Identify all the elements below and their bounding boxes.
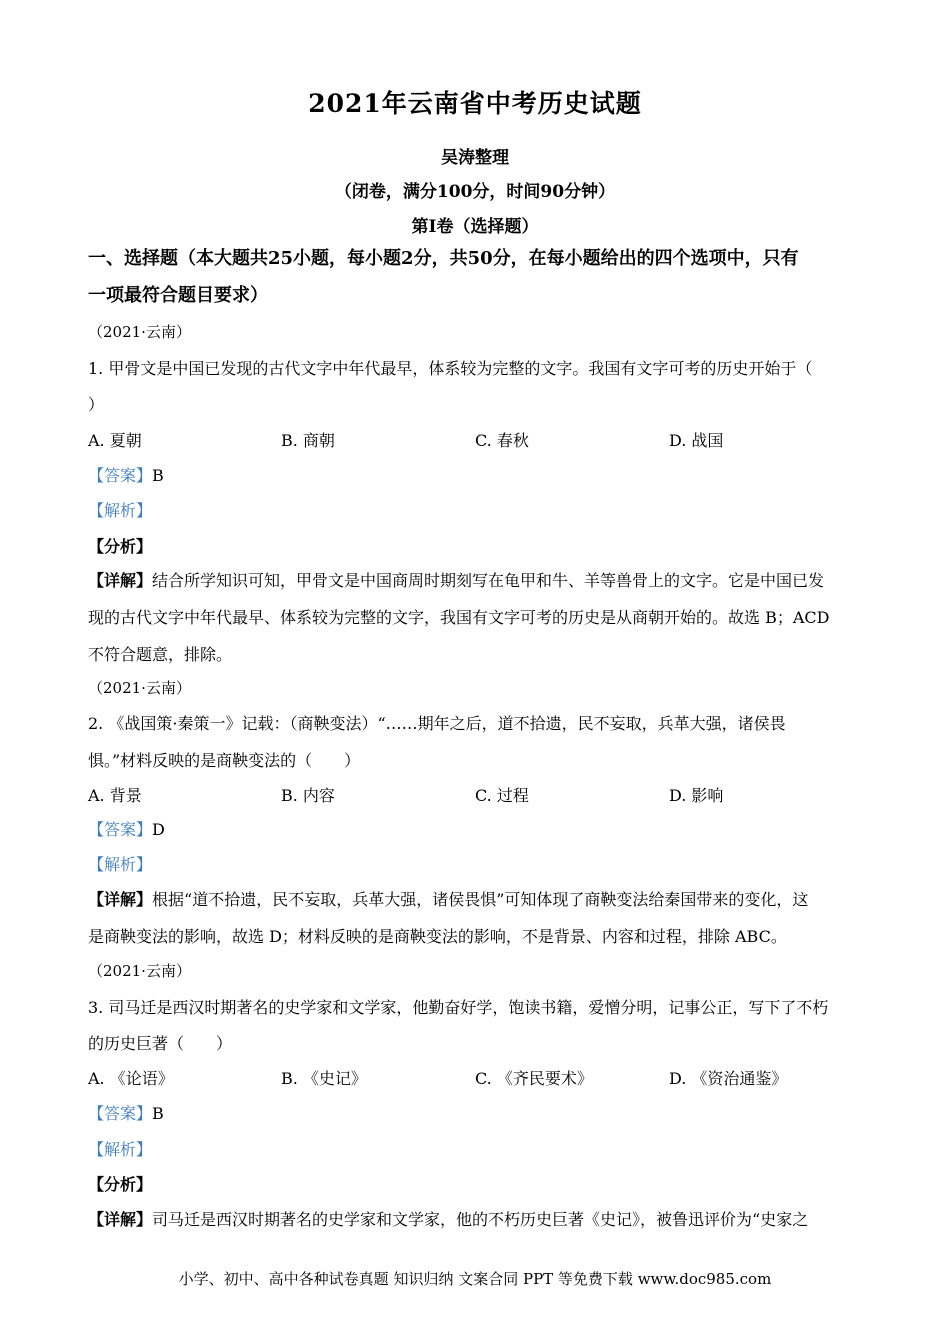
- q2-answer: [88, 817, 868, 840]
- q3-answer-value: B: [152, 1104, 164, 1123]
- q3-option-d: D. 《资治通鉴》: [669, 1069, 788, 1088]
- q1-answer: [88, 463, 868, 486]
- q3-stem-line1: 3. 司马迁是西汉时期著名的史学家和文学家，他勤奋好学，饱读书籍，爱憎分明，记事公正，写下了不朽: [88, 998, 829, 1017]
- answer-label: 【答案】: [88, 466, 153, 485]
- q2-detail-line1: [88, 887, 868, 910]
- footer-text: 小学、初中、高中各种试卷真题 知识归纳 文案合同 PPT 等免费下载 www.doc985.com: [178, 1270, 772, 1288]
- q1-detail-line3: 不符合题意，排除。: [88, 645, 233, 664]
- q3-detail-text1: 司马迁是西汉时期著名的史学家和文学家，他的不朽历史巨著《史记》，被鲁迅评价为“史家之: [152, 1210, 809, 1229]
- q2-answer-value: D: [152, 820, 165, 839]
- q2-option-d: D. 影响: [669, 786, 724, 805]
- q1-stem-line2: ）: [88, 395, 105, 414]
- page-title: 2021年云南省中考历史试题: [308, 89, 642, 118]
- q1-option-a: A. 夏朝: [88, 431, 142, 450]
- q1-option-b: B. 商朝: [281, 431, 335, 450]
- q2-option-b: B. 内容: [281, 786, 335, 805]
- q3-source: （2021·云南）: [88, 962, 191, 980]
- section-heading-line1: 一、选择题（本大题共25小题，每小题2分，共50分，在每小题给出的四个选项中，只有: [88, 248, 799, 269]
- q3-answer: [88, 1101, 868, 1124]
- q3-stem-line2: 的历史巨著（ ）: [88, 1034, 233, 1053]
- q2-detail-text1: 根据“道不拾遗，民不妄取，兵革大强，诸侯畏惧”可知体现了商鞅变法给秦国带来的变化，这: [152, 890, 809, 909]
- part-title: 第Ⅰ卷（选择题）: [411, 217, 539, 237]
- q1-jiexi-label: 【解析】: [88, 501, 153, 520]
- q1-detail-text1: 结合所学知识可知，甲骨文是中国商周时期刻写在龟甲和牛、羊等兽骨上的文字。它是中国已发: [152, 571, 825, 590]
- detail-label: 【详解】: [88, 1210, 153, 1229]
- exam-info: （闭卷，满分100分，时间90分钟）: [334, 182, 616, 202]
- q1-detail-line2: 现的古代文字中年代最早、体系较为完整的文字，我国有文字可考的历史是从商朝开始的。故选 B；ACD: [88, 608, 830, 627]
- q3-fenxi-label: 【分析】: [88, 1175, 153, 1194]
- q1-answer-value: B: [152, 466, 164, 485]
- answer-label: 【答案】: [88, 1104, 153, 1123]
- q3-option-c: C. 《齐民要术》: [475, 1069, 593, 1088]
- q2-jiexi-label: 【解析】: [88, 855, 153, 874]
- q2-option-c: C. 过程: [475, 786, 529, 805]
- q1-fenxi-label: 【分析】: [88, 537, 153, 556]
- author-line: 吴涛整理: [441, 148, 509, 168]
- q1-stem-line1: 1. 甲骨文是中国已发现的古代文字中年代最早，体系较为完整的文字。我国有文字可考的历史开始于（: [88, 359, 813, 378]
- q1-source: （2021·云南）: [88, 323, 191, 341]
- q1-option-c: C. 春秋: [475, 431, 529, 450]
- answer-label: 【答案】: [88, 820, 153, 839]
- q3-option-b: B. 《史记》: [281, 1069, 367, 1088]
- q2-option-a: A. 背景: [88, 786, 142, 805]
- section-heading-line2: 一项最符合题目要求）: [88, 285, 268, 306]
- q2-stem-line2: 惧。”材料反映的是商鞅变法的（ ）: [88, 751, 361, 770]
- q3-jiexi-label: 【解析】: [88, 1140, 153, 1159]
- q2-source: （2021·云南）: [88, 679, 191, 697]
- detail-label: 【详解】: [88, 571, 153, 590]
- detail-label: 【详解】: [88, 890, 153, 909]
- q1-option-d: D. 战国: [669, 431, 724, 450]
- q3-detail-line1: [88, 1207, 868, 1230]
- q2-stem-line1: 2. 《战国策·秦策一》记载：（商鞅变法）“……期年之后，道不拾遗，民不妄取，兵革大强，诸侯畏: [88, 714, 786, 733]
- section-heading: [88, 240, 868, 314]
- q1-detail-line1: [88, 568, 868, 591]
- q3-option-a: A. 《论语》: [88, 1069, 174, 1088]
- q2-detail-line2: 是商鞅变法的影响，故选 D；材料反映的是商鞅变法的影响，不是背景、内容和过程，排除 ABC。: [88, 927, 787, 946]
